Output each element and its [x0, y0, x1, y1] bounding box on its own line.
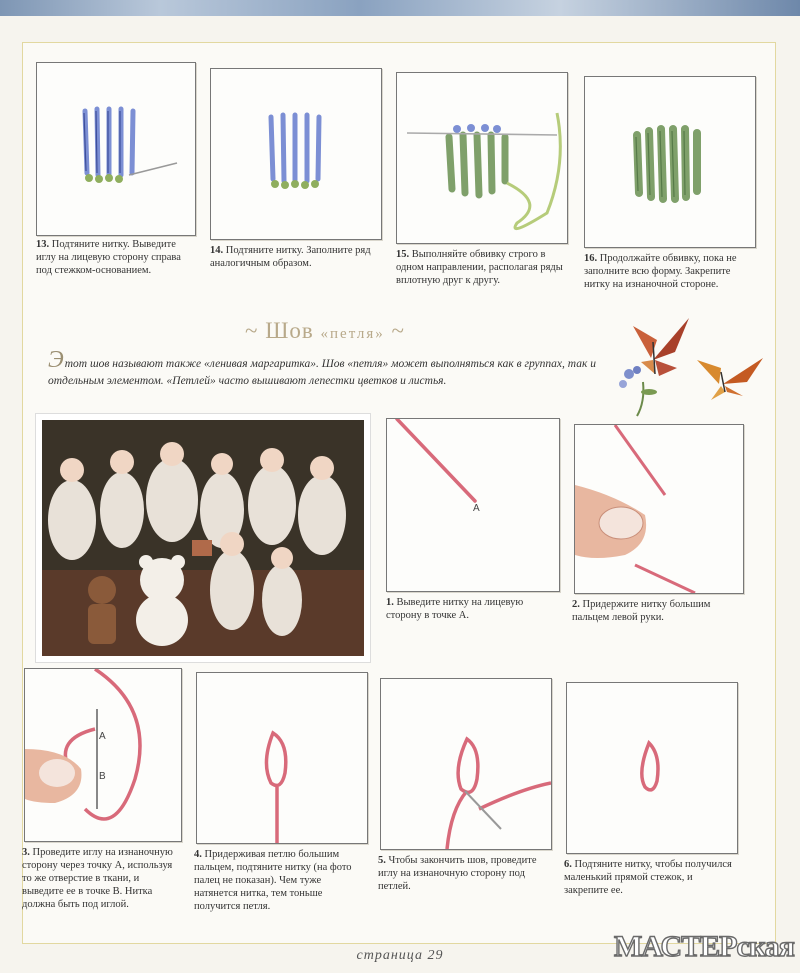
loop-step-6-photo: [566, 682, 738, 854]
loop-step-5-photo: [380, 678, 552, 850]
page-number: страница 29: [356, 948, 444, 963]
step-13-photo: [36, 62, 196, 236]
loop-step-3-caption: 3. Проведите иглу на изнаночную сторону через точку А, используя то же отверстие в ткани, и выведите ее в точке В. Нитка должна быть под иглой.: [22, 847, 173, 910]
svg-text:МАСТЕРская: МАСТЕРская: [614, 930, 794, 963]
point-a-label: A: [473, 503, 480, 514]
top-photo-strip: [0, 0, 800, 16]
loop-step-2-caption: 2. Придержите нитку большим пальцем левой руки.: [572, 599, 711, 623]
butterflies-illustration: [615, 312, 775, 418]
loop-step-1-caption: 1. Выведите нитку на лицевую сторону в точке А.: [386, 597, 524, 621]
step-15-caption: 15. Выполняйте обвивку строго в одном направлении, располагая ряды вплотную друг к другу.: [396, 249, 563, 286]
step-15-photo: [396, 72, 568, 244]
step-14-caption: 14. Подтяните нитку. Заполните ряд аналогичным образом.: [210, 245, 371, 269]
point-a-label: A: [99, 731, 106, 742]
loop-step-6-caption: 6. Подтяните нитку, чтобы получился маленький прямой стежок, и закрепите ее.: [564, 859, 732, 896]
section-intro: Этот шов называют также «ленивая маргаритка». Шов «петля» может выполняться как в группах, так и отдельным элементом. «Петлей» часто вышивают лепестки цветков и листья.: [48, 347, 596, 387]
point-b-label: B: [99, 771, 106, 782]
loop-step-4-caption: 4. Придерживая петлю большим пальцем, подтяните нитку (на фото палец не показан). Чем туже натянется нитка, тем тоньше получится петля.: [194, 849, 352, 912]
step-16-caption: 16. Продолжайте обвивку, пока не заполните всю форму. Закрепите нитку на изнаночной стороне.: [584, 253, 737, 290]
loop-step-1-photo: [386, 418, 560, 592]
loop-step-2-photo: [574, 424, 744, 594]
step-14-photo: [210, 68, 382, 240]
step-13-caption: 13. Подтяните нитку. Выведите иглу на лицевую сторону справа под стежком-основанием.: [36, 239, 181, 276]
step-16-photo: [584, 76, 756, 248]
loop-step-3-photo: [24, 668, 182, 842]
loop-step-4-photo: [196, 672, 368, 844]
loop-step-5-caption: 5. Чтобы закончить шов, проведите иглу на изнаночную сторону под петлей.: [378, 855, 537, 892]
dolls-photo: [36, 414, 370, 662]
section-title: ~ Шов «петля» ~: [245, 318, 405, 343]
watermark-logo: [610, 920, 800, 968]
